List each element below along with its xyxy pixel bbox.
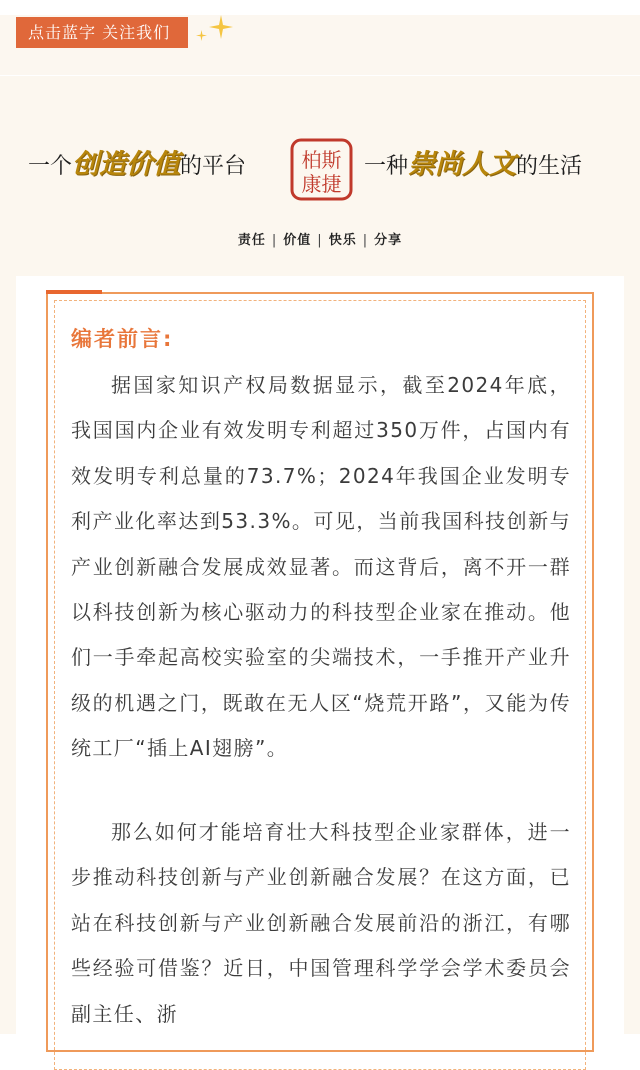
slogan-left-post: 的平台 <box>180 154 247 179</box>
value-value: 价值 <box>283 233 312 248</box>
slogan-right-post: 的生活 <box>516 154 583 179</box>
values-line <box>0 229 640 248</box>
sparkle-small-icon <box>196 30 207 41</box>
article-paragraph: 据国家知识产权局数据显示，截至2024年底，我国国内企业有效发明专利超过350万件，占国内有效发明专利总量的73.7%；2024年我国企业发明专利产业化率达到53.3%。可见，当前我国科技创新与产业创新融合发展成效显著。而这背后，离不开一群以科技创新为核心驱动力的科技型企业家在推动。他们一手牵起高校实验室的尖端技术，一手推开产业升级的机遇之门，既敢在无人区“烧荒开路”，又能为传统工厂“插上AI翅膀”。 <box>71 373 571 761</box>
editor-preface-title: 编者前言: <box>71 327 174 351</box>
value-separator: | <box>271 233 278 248</box>
slogan-left <box>28 150 246 182</box>
slogan-left-pre: 一个 <box>28 154 73 179</box>
slogan-left-gold: 创造价值 <box>72 149 181 180</box>
value-responsibility: 责任 <box>237 233 266 248</box>
value-separator: | <box>362 233 369 248</box>
seal-text-bottom: 康捷 <box>301 172 342 196</box>
slogan-right <box>364 150 582 182</box>
card-corner-accent <box>46 290 102 294</box>
slogan-right-gold: 崇尚人文 <box>408 149 517 180</box>
sparkle-icon <box>209 15 233 39</box>
seal-text-top: 柏斯 <box>301 148 342 172</box>
article-paragraph: 那么如何才能培育壮大科技型企业家群体，进一步推动科技创新与产业创新融合发展？在这方面，已站在科技创新与产业创新融合发展前沿的浙江，有哪些经验可借鉴？近日，中国管理科学学会学术委员会副主任、浙 <box>71 820 571 1026</box>
follow-us-badge[interactable]: 点击蓝字 关注我们 <box>16 17 188 48</box>
value-happiness: 快乐 <box>328 233 357 248</box>
side-strip-left <box>0 276 16 1034</box>
seal-logo <box>290 138 353 201</box>
side-strip-right <box>624 276 640 1034</box>
value-separator: | <box>317 233 323 248</box>
value-sharing: 分享 <box>374 233 403 248</box>
slogan-right-pre: 一种 <box>364 154 409 179</box>
